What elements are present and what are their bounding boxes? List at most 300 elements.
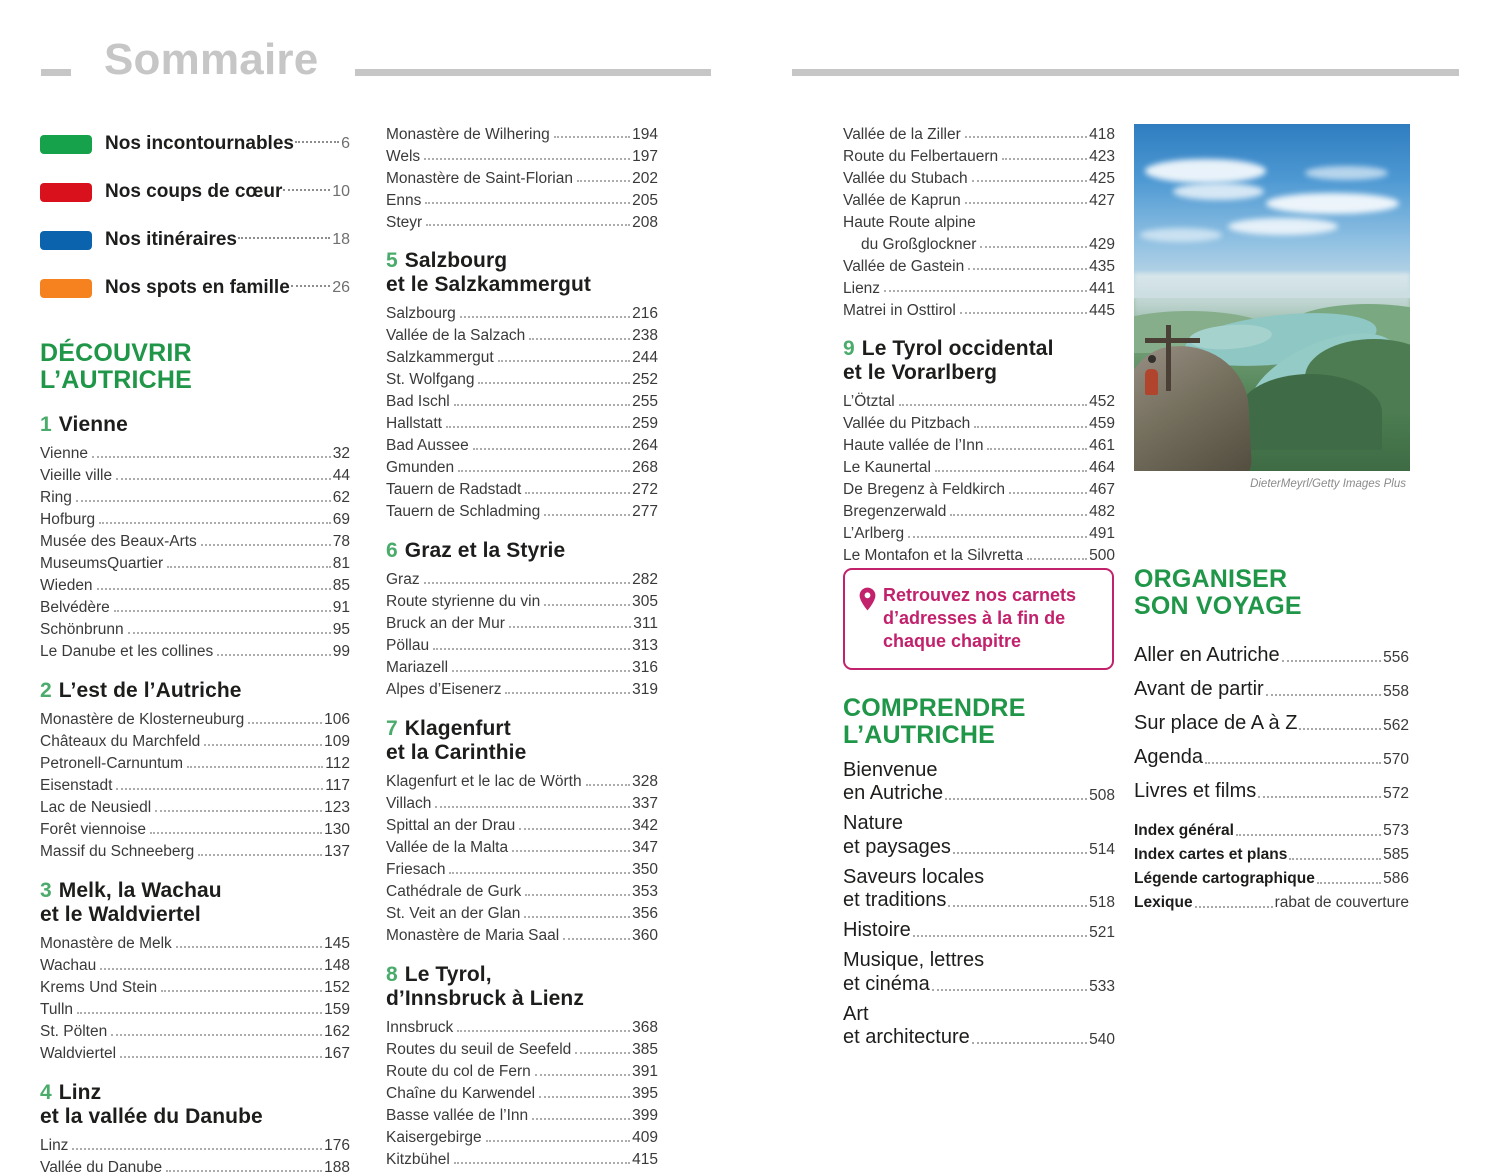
toc-entry[interactable]: [386, 498, 658, 520]
section-title-line1: COMPRENDRE: [843, 694, 1026, 722]
toc-entry[interactable]: [40, 772, 350, 794]
toc-entry[interactable]: [386, 120, 658, 142]
chapter-title-line2: et le Waldviertel: [40, 902, 201, 926]
legend-item-spots-famille[interactable]: [40, 264, 350, 312]
toc-entry-label: Vienne: [40, 445, 88, 463]
toc-entry-label: Bad Ischl: [386, 393, 450, 411]
legend-swatch-orange: [40, 279, 92, 298]
organiser-entry-dots: [1282, 660, 1381, 662]
toc-entry-page: 282: [632, 571, 658, 589]
comprendre-entry-page: 533: [1089, 977, 1115, 995]
toc-entry-page: 423: [1089, 147, 1115, 165]
toc-entry-dots: [473, 448, 630, 450]
chapter-number: 8: [386, 962, 398, 986]
chapter-heading-1[interactable]: [40, 413, 350, 437]
toc-column-2: [386, 120, 658, 1168]
toc-entry-page: 429: [1089, 235, 1115, 253]
toc-entry-label: Monastère de Maria Saal: [386, 927, 560, 945]
toc-entry-dots: [76, 500, 331, 502]
toc-entry[interactable]: [386, 790, 658, 812]
toc-entry-dots: [908, 536, 1087, 538]
toc-entry[interactable]: [843, 432, 1115, 454]
toc-entry[interactable]: [40, 1154, 350, 1176]
toc-entry[interactable]: [386, 366, 658, 388]
comprendre-entry[interactable]: [843, 812, 1115, 858]
toc-entry[interactable]: [40, 930, 350, 952]
toc-entry[interactable]: [40, 572, 350, 594]
cloud-shape: [1228, 218, 1338, 235]
toc-entry-dots: [77, 1012, 322, 1014]
toc-entry[interactable]: [386, 432, 658, 454]
chapter-number: 3: [40, 878, 52, 902]
organiser-entries: [1134, 633, 1409, 803]
comprendre-entry-dots: [913, 935, 1087, 937]
toc-entry-page: 194: [632, 125, 658, 143]
toc-entry-dots: [575, 1052, 630, 1054]
chapter-heading-3[interactable]: [40, 879, 350, 927]
chapter-heading-4[interactable]: [40, 1081, 350, 1129]
index-entry-label: Lexique: [1134, 894, 1193, 911]
toc-entry[interactable]: [386, 768, 658, 790]
toc-entry-label: Monastère de Saint-Florian: [386, 169, 573, 187]
toc-entry-dots: [486, 1140, 630, 1142]
toc-entry-label: L’Ötztal: [843, 393, 895, 411]
toc-entry[interactable]: [386, 1014, 658, 1036]
chapter-1-entries: [40, 440, 350, 660]
toc-entry-page: 461: [1089, 437, 1115, 455]
chapter-number: 9: [843, 337, 855, 360]
page-header: [0, 35, 1500, 88]
toc-entry-dots: [460, 316, 630, 318]
toc-entry-page: 123: [324, 799, 350, 817]
comprendre-entry-line2: en Autriche: [843, 782, 944, 805]
toc-entry-page: 32: [332, 445, 350, 463]
landscape-photo: [1134, 124, 1410, 471]
chapter-title-line1: Le Tyrol,: [404, 962, 492, 986]
page-title: Sommaire: [104, 35, 319, 84]
toc-entry-page: 459: [1089, 415, 1115, 433]
index-entry-page: 585: [1383, 846, 1409, 863]
toc-entry-label: Schönbrunn: [40, 621, 124, 639]
toc-entry-page: 313: [632, 637, 658, 655]
legend-dots: [291, 285, 330, 287]
comprendre-entry-page: 508: [1089, 787, 1115, 805]
toc-entry[interactable]: [40, 594, 350, 616]
toc-entry-page: 159: [324, 1001, 350, 1019]
toc-column-1: [40, 120, 350, 1176]
comprendre-entry-line2: et architecture: [843, 1025, 970, 1048]
chapter-title-line1: Klagenfurt: [404, 716, 511, 740]
chapter-number: 2: [40, 678, 52, 702]
toc-entry-label: Klagenfurt et le lac de Wörth: [386, 773, 582, 791]
toc-entry-label: Bruck an der Mur: [386, 615, 505, 633]
toc-entry-label: Linz: [40, 1137, 69, 1155]
toc-entry-dots: [950, 514, 1087, 516]
toc-entry-page: 106: [324, 711, 350, 729]
legend-dots: [295, 141, 339, 143]
toc-entry-dots: [519, 828, 630, 830]
comprendre-section: [843, 695, 1115, 1056]
toc-entry-dots: [544, 604, 630, 606]
toc-entry[interactable]: [40, 484, 350, 506]
toc-entry-dots: [111, 1034, 322, 1036]
toc-entry-page: 117: [325, 777, 350, 795]
organiser-entry[interactable]: [1134, 701, 1409, 735]
index-entry[interactable]: [1134, 888, 1409, 912]
toc-entry-page: 176: [324, 1137, 350, 1155]
chapter-number: 5: [386, 249, 398, 272]
toc-entry[interactable]: [843, 542, 1115, 564]
toc-entry-label: Eisenstadt: [40, 777, 113, 795]
toc-entry[interactable]: [386, 344, 658, 366]
toc-entry[interactable]: [40, 638, 350, 660]
toc-entry[interactable]: [386, 1080, 658, 1102]
chapter-number: 1: [40, 413, 52, 436]
toc-entry-label: Châteaux du Marchfeld: [40, 733, 201, 751]
toc-entry-label: Spittal an der Drau: [386, 817, 516, 835]
toc-entry-label: Innsbruck: [386, 1019, 454, 1037]
chapter-heading-9[interactable]: [843, 337, 1115, 385]
toc-entry-page: 347: [632, 839, 658, 857]
comprendre-entry-line2: Histoire: [843, 919, 911, 942]
callout-line-2: d’adresses à la fin de: [883, 608, 1066, 629]
toc-entry-page: 264: [632, 437, 658, 455]
organiser-entry[interactable]: [1134, 633, 1409, 667]
toc-entry-label: Lienz: [843, 279, 881, 297]
toc-entry[interactable]: [386, 588, 658, 610]
toc-entry[interactable]: [40, 1018, 350, 1040]
toc-entry-label: Le Montafon et la Silvretta: [843, 547, 1024, 565]
toc-entry-dots: [454, 1162, 630, 1164]
index-entry-dots: [1289, 858, 1381, 860]
toc-entry-label: Wels: [386, 147, 421, 165]
chapter-heading-5[interactable]: [386, 249, 658, 297]
toc-entry[interactable]: [386, 856, 658, 878]
toc-entry[interactable]: [386, 566, 658, 588]
toc-entry[interactable]: [386, 322, 658, 344]
legend-block: [40, 120, 350, 312]
toc-entry[interactable]: [843, 274, 1115, 296]
toc-entry-page: 337: [632, 795, 658, 813]
toc-entry-page: 491: [1089, 525, 1115, 543]
toc-entry-page: 482: [1089, 503, 1115, 521]
toc-entry[interactable]: [40, 528, 350, 550]
legend-item-coups-de-coeur[interactable]: [40, 168, 350, 216]
toc-entry-page: 385: [632, 1041, 658, 1059]
toc-entry[interactable]: [40, 440, 350, 462]
comprendre-entry-line1: Musique, lettres: [843, 949, 985, 972]
toc-entry-dots: [960, 312, 1087, 314]
toc-entry-label: Musée des Beaux-Arts: [40, 533, 197, 551]
toc-entry[interactable]: [40, 506, 350, 528]
toc-entry[interactable]: [386, 654, 658, 676]
callout-line-1: Retrouvez nos carnets: [883, 585, 1077, 605]
toc-entry-page: 391: [632, 1063, 658, 1081]
toc-entry[interactable]: [386, 142, 658, 164]
index-entry-dots: [1317, 882, 1381, 884]
toc-entry-label: Salzkammergut: [386, 349, 494, 367]
cloud-shape: [1145, 159, 1266, 183]
chapter-9-entries: [843, 388, 1115, 564]
toc-entry[interactable]: [40, 794, 350, 816]
index-entry[interactable]: [1134, 816, 1409, 840]
toc-entry-dots: [201, 544, 331, 546]
toc-entry-page: 148: [324, 957, 350, 975]
chapter-title-line2: et le Vorarlberg: [843, 360, 998, 384]
toc-entry-dots: [128, 632, 331, 634]
toc-entry-page: 44: [332, 467, 350, 485]
toc-entry-dots: [980, 246, 1087, 248]
toc-entry[interactable]: [386, 454, 658, 476]
toc-entry[interactable]: [386, 1146, 658, 1168]
comprendre-entry[interactable]: [843, 759, 1115, 805]
toc-entry[interactable]: [843, 164, 1115, 186]
toc-entry-page: 95: [332, 621, 350, 639]
toc-entry-dots: [97, 588, 331, 590]
toc-entry-label: Vallée de la Ziller: [843, 125, 961, 143]
toc-entry[interactable]: [40, 1132, 350, 1154]
cover-photo-block: [1134, 124, 1410, 490]
legend-page: 18: [332, 231, 350, 248]
toc-entry-dots: [435, 806, 630, 808]
toc-entry[interactable]: [386, 1058, 658, 1080]
organiser-entry[interactable]: [1134, 667, 1409, 701]
toc-entry-dots: [554, 136, 630, 138]
toc-entry-label: Vallée de la Malta: [386, 839, 509, 857]
organiser-entry-page: 556: [1383, 649, 1409, 666]
toc-entry[interactable]: [843, 410, 1115, 432]
section-title-organiser: [1134, 566, 1409, 620]
toc-entry-label: Kaisergebirge: [386, 1129, 482, 1147]
cloud-shape: [1140, 228, 1223, 242]
toc-entry-label: Haute Route alpine: [843, 213, 976, 231]
toc-entry-label: Steyr: [386, 213, 423, 231]
comprendre-entry[interactable]: [843, 1003, 1115, 1049]
toc-entry[interactable]: [40, 838, 350, 860]
chapter-title-line1: Le Tyrol occidental: [861, 337, 1054, 360]
chapter-title-line2: d’Innsbruck à Lienz: [386, 986, 584, 1010]
index-entry[interactable]: [1134, 840, 1409, 864]
toc-entry[interactable]: [386, 834, 658, 856]
comprendre-entry-line2: et traditions: [843, 888, 947, 911]
index-entry[interactable]: [1134, 864, 1409, 888]
toc-entry-page: 395: [632, 1085, 658, 1103]
toc-entry[interactable]: [40, 952, 350, 974]
toc-entry[interactable]: [40, 996, 350, 1018]
toc-entry-page: 188: [324, 1159, 350, 1176]
toc-entry[interactable]: [843, 186, 1115, 208]
toc-entry-page: 464: [1089, 459, 1115, 477]
toc-entry[interactable]: [386, 632, 658, 654]
chapter-title-line1: L’est de l’Autriche: [58, 678, 242, 702]
toc-entry-page: 208: [632, 213, 658, 231]
toc-entry-dots: [161, 990, 322, 992]
comprendre-entry-dots: [972, 1042, 1087, 1044]
toc-entry-label: Monastère de Klosterneuburg: [40, 711, 245, 729]
toc-entry-dots: [99, 522, 331, 524]
legend-label: Nos itinéraires: [105, 229, 237, 250]
chapter-heading-2[interactable]: [40, 679, 350, 703]
toc-entry[interactable]: [386, 1124, 658, 1146]
section-title-line1: DÉCOUVRIR: [40, 339, 192, 367]
toc-entry[interactable]: [40, 750, 350, 772]
legend-swatch-green: [40, 135, 92, 154]
toc-entry[interactable]: [40, 550, 350, 572]
toc-entry-label: L’Arlberg: [843, 525, 905, 543]
toc-entry[interactable]: [386, 410, 658, 432]
toc-column-3: [843, 120, 1115, 564]
toc-entry-label: Tauern de Radstadt: [386, 481, 522, 499]
toc-entry[interactable]: [386, 1102, 658, 1124]
chapter-3-entries: [40, 930, 350, 1062]
toc-entry-dots: [987, 448, 1087, 450]
toc-entry[interactable]: [40, 816, 350, 838]
toc-entry-label: Basse vallée de l’Inn: [386, 1107, 529, 1125]
toc-entry[interactable]: [40, 616, 350, 638]
toc-entry[interactable]: [843, 208, 1115, 230]
chapter-number: 6: [386, 538, 398, 562]
chapter-heading-6[interactable]: [386, 539, 658, 563]
toc-entry[interactable]: [386, 676, 658, 698]
toc-entry-dots: [563, 938, 630, 940]
toc-entry-dots: [974, 426, 1087, 428]
comprendre-entries: [843, 759, 1115, 1049]
toc-entry-label: Vallée de Kaprun: [843, 191, 961, 209]
toc-entry-dots: [150, 832, 322, 834]
toc-entry-label: Forêt viennoise: [40, 821, 146, 839]
toc-entry-dots: [935, 470, 1087, 472]
toc-entry-dots: [1027, 558, 1087, 560]
comprendre-entry-page: 540: [1089, 1031, 1115, 1049]
toc-entry-dots: [204, 744, 322, 746]
organiser-entry-dots: [1258, 796, 1381, 798]
toc-entry-dots: [577, 180, 630, 182]
toc-entry-page: 162: [324, 1023, 350, 1041]
toc-entry-page: 255: [632, 393, 658, 411]
comprendre-entry[interactable]: [843, 919, 1115, 942]
comprendre-entry-line1: Saveurs locales: [843, 865, 985, 888]
organiser-entry[interactable]: [1134, 735, 1409, 769]
toc-entry-dots: [524, 916, 630, 918]
organiser-entry[interactable]: [1134, 769, 1409, 803]
toc-entry-label: Petronell-Carnuntum: [40, 755, 184, 773]
toc-entry-dots: [972, 180, 1087, 182]
legend-item-incontournables[interactable]: [40, 120, 350, 168]
index-entry-page: 573: [1383, 822, 1409, 839]
toc-entry[interactable]: [386, 300, 658, 322]
toc-entry[interactable]: [843, 120, 1115, 142]
toc-entry-label: Vallée de la Salzach: [386, 327, 526, 345]
cloud-shape: [1305, 166, 1388, 180]
chapter-title-line1: Melk, la Wachau: [58, 878, 222, 902]
section-title-line2: L’AUTRICHE: [40, 366, 192, 394]
toc-entry[interactable]: [386, 388, 658, 410]
toc-entry-label: Matrei in Osttirol: [843, 301, 956, 319]
toc-entry[interactable]: [40, 1040, 350, 1062]
toc-entry-dots: [425, 202, 630, 204]
toc-entry-label: Route du col de Fern: [386, 1063, 531, 1081]
toc-entry[interactable]: [843, 476, 1115, 498]
toc-entry-dots: [968, 268, 1087, 270]
legend-label: Nos incontournables: [105, 133, 294, 154]
toc-entry[interactable]: [386, 164, 658, 186]
toc-entry-dots: [114, 610, 331, 612]
toc-entry[interactable]: [386, 900, 658, 922]
comprendre-entry[interactable]: [843, 949, 1115, 995]
toc-entry-dots: [449, 872, 630, 874]
toc-entry-dots: [525, 894, 630, 896]
toc-entry-label: Mariazell: [386, 659, 449, 677]
toc-entry[interactable]: [386, 922, 658, 944]
index-entry-label: Index général: [1134, 822, 1234, 839]
organiser-entry-label: Agenda: [1134, 746, 1203, 768]
chapter-heading-8[interactable]: [386, 963, 658, 1011]
comprendre-entry-dots: [953, 852, 1087, 854]
legend-item-itineraires[interactable]: [40, 216, 350, 264]
toc-entry[interactable]: [386, 208, 658, 230]
comprendre-entry-line1: Art: [843, 1002, 869, 1025]
toc-entry-page: 244: [632, 349, 658, 367]
chapter-8-entries-part2: [843, 120, 1115, 318]
toc-entry-label: Friesach: [386, 861, 446, 879]
toc-entry-dots: [452, 670, 630, 672]
toc-entry-dots: [187, 766, 323, 768]
toc-entry-page: 415: [632, 1151, 658, 1169]
legend-label: Nos spots en famille: [105, 277, 290, 298]
toc-entry[interactable]: [843, 388, 1115, 410]
mountain-ridge: [1239, 374, 1383, 450]
toc-entry[interactable]: [386, 1036, 658, 1058]
toc-entry[interactable]: [843, 296, 1115, 318]
toc-entry-label: Tulln: [40, 1001, 74, 1019]
toc-entry[interactable]: [386, 186, 658, 208]
chapter-6-entries: [386, 566, 658, 698]
toc-entry[interactable]: [386, 812, 658, 834]
toc-entry[interactable]: [40, 706, 350, 728]
toc-entry[interactable]: [40, 974, 350, 996]
toc-entry[interactable]: [843, 520, 1115, 542]
callout-line-3: chaque chapitre: [883, 631, 1022, 652]
section-title-line2: L’AUTRICHE: [843, 721, 995, 749]
toc-entry-dots: [532, 1118, 630, 1120]
section-title-line2: SON VOYAGE: [1134, 592, 1302, 620]
chapter-heading-7[interactable]: [386, 717, 658, 765]
toc-entry-page: 109: [324, 733, 350, 751]
toc-entry-dots: [166, 1170, 322, 1172]
toc-entry[interactable]: [843, 498, 1115, 520]
comprendre-entry[interactable]: [843, 866, 1115, 912]
toc-entry-page: 202: [632, 169, 658, 187]
toc-entry[interactable]: [386, 476, 658, 498]
toc-entry-dots: [1002, 158, 1087, 160]
toc-entry[interactable]: [843, 454, 1115, 476]
section-title-comprendre: [843, 695, 1115, 749]
toc-entry-page: 328: [632, 773, 658, 791]
toc-entry[interactable]: [843, 230, 1115, 252]
toc-entry[interactable]: [40, 462, 350, 484]
toc-entry[interactable]: [40, 728, 350, 750]
carnets-adresses-callout[interactable]: [843, 568, 1114, 670]
legend-page: 6: [341, 135, 350, 152]
toc-entry[interactable]: [843, 252, 1115, 274]
organiser-section: [1134, 566, 1409, 912]
toc-entry[interactable]: [386, 878, 658, 900]
comprendre-entry-line1: Bienvenue: [843, 759, 938, 781]
toc-entry[interactable]: [843, 142, 1115, 164]
comprendre-entry-page: 514: [1089, 840, 1115, 858]
section-title-decouvrir: [40, 340, 350, 394]
toc-entry[interactable]: [386, 610, 658, 632]
